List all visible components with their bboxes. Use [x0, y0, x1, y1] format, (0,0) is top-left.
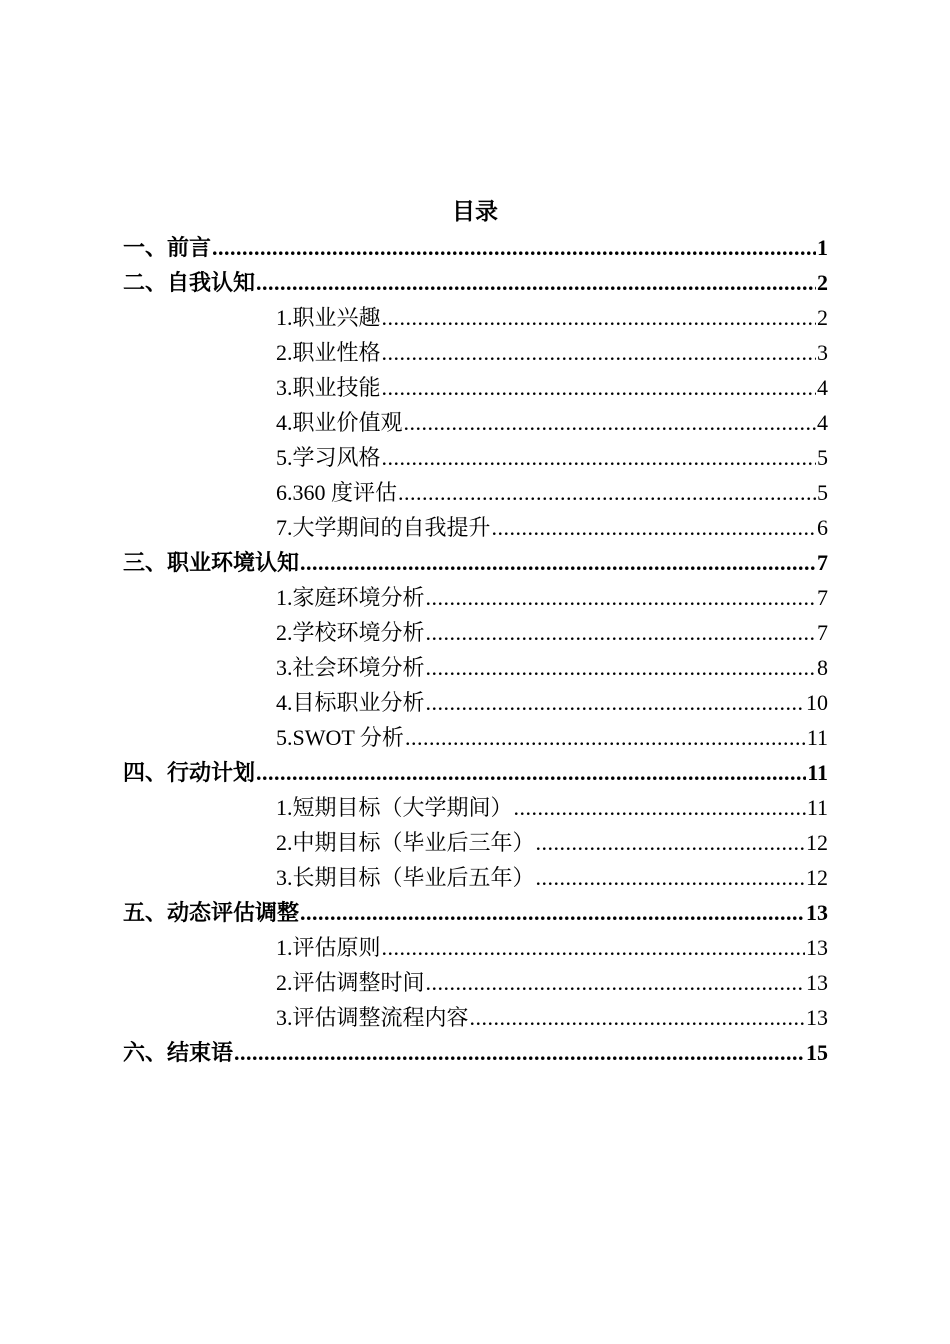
toc-entry-label: 5.学习风格 [276, 445, 381, 470]
toc-entry-label: 四、行动计划 [123, 760, 256, 785]
toc-page-number: 1 [817, 235, 828, 260]
table-of-contents [123, 230, 828, 1070]
toc-page-number: 7 [817, 620, 828, 645]
toc-page-number: 13 [806, 900, 828, 925]
toc-page-number: 13 [806, 1005, 828, 1030]
toc-subsection-entry[interactable] [123, 720, 828, 755]
toc-dot-leader [426, 965, 805, 1000]
toc-page-number: 3 [817, 340, 828, 365]
toc-section-entry[interactable] [123, 1035, 828, 1070]
toc-entry-label: 4.职业价值观 [276, 410, 403, 435]
toc-entry-label: 3.职业技能 [276, 375, 381, 400]
toc-page-number: 4 [817, 375, 828, 400]
toc-entry-label: 3.评估调整流程内容 [276, 1005, 469, 1030]
toc-page-number: 4 [817, 410, 828, 435]
toc-dot-leader [426, 650, 816, 685]
toc-entry-label: 3.社会环境分析 [276, 655, 425, 680]
toc-subsection-entry[interactable] [123, 405, 828, 440]
toc-subsection-entry[interactable] [123, 440, 828, 475]
toc-dot-leader [300, 895, 805, 930]
toc-dot-leader [382, 370, 816, 405]
toc-entry-label: 1.短期目标（大学期间） [276, 795, 513, 820]
toc-page-number: 7 [817, 550, 828, 575]
toc-entry-label: 一、前言 [123, 235, 212, 260]
toc-page-number: 6 [817, 515, 828, 540]
toc-entry-label: 2.学校环境分析 [276, 620, 425, 645]
toc-entry-label: 6.360 度评估 [276, 480, 398, 505]
toc-entry-label: 7.大学期间的自我提升 [276, 515, 491, 540]
toc-page-number: 8 [817, 655, 828, 680]
toc-subsection-entry[interactable] [123, 510, 828, 545]
toc-page-number: 7 [817, 585, 828, 610]
toc-subsection-entry[interactable] [123, 825, 828, 860]
toc-section-entry[interactable] [123, 545, 828, 580]
toc-page-number: 13 [806, 970, 828, 995]
toc-dot-leader [382, 930, 805, 965]
toc-dot-leader [514, 790, 806, 825]
toc-dot-leader [492, 510, 816, 545]
toc-dot-leader [256, 755, 806, 790]
toc-subsection-entry[interactable] [123, 580, 828, 615]
toc-entry-label: 1.职业兴趣 [276, 305, 381, 330]
toc-section-entry[interactable] [123, 895, 828, 930]
toc-section-entry[interactable] [123, 755, 828, 790]
toc-dot-leader [300, 545, 816, 580]
toc-entry-label: 六、结束语 [123, 1040, 234, 1065]
toc-dot-leader [382, 300, 816, 335]
toc-dot-leader [234, 1035, 805, 1070]
toc-entry-label: 3.长期目标（毕业后五年） [276, 865, 535, 890]
toc-dot-leader [536, 860, 805, 895]
toc-dot-leader [470, 1000, 805, 1035]
toc-page-number: 2 [817, 270, 828, 295]
toc-subsection-entry[interactable] [123, 615, 828, 650]
toc-dot-leader [426, 685, 805, 720]
toc-dot-leader [404, 405, 816, 440]
toc-page-number: 15 [806, 1040, 828, 1065]
toc-subsection-entry[interactable] [123, 370, 828, 405]
toc-page-number: 5 [817, 480, 828, 505]
toc-page-number: 10 [806, 690, 828, 715]
toc-dot-leader [405, 720, 806, 755]
toc-page-number: 5 [817, 445, 828, 470]
toc-subsection-entry[interactable] [123, 650, 828, 685]
toc-subsection-entry[interactable] [123, 965, 828, 1000]
toc-subsection-entry[interactable] [123, 860, 828, 895]
toc-subsection-entry[interactable] [123, 300, 828, 335]
toc-dot-leader [426, 580, 816, 615]
toc-page-number: 13 [806, 935, 828, 960]
toc-page-number: 11 [806, 795, 828, 820]
toc-page-number: 11 [807, 760, 828, 785]
toc-entry-label: 2.中期目标（毕业后三年） [276, 830, 535, 855]
toc-subsection-entry[interactable] [123, 335, 828, 370]
toc-subsection-entry[interactable] [123, 685, 828, 720]
toc-subsection-entry[interactable] [123, 930, 828, 965]
toc-entry-label: 2.评估调整时间 [276, 970, 425, 995]
toc-page-number: 12 [806, 830, 828, 855]
toc-page-number: 2 [817, 305, 828, 330]
toc-entry-label: 三、职业环境认知 [123, 550, 300, 575]
toc-dot-leader [398, 475, 816, 510]
toc-entry-label: 5.SWOT 分析 [276, 725, 404, 750]
toc-dot-leader [382, 335, 816, 370]
toc-entry-label: 五、动态评估调整 [123, 900, 300, 925]
toc-subsection-entry[interactable] [123, 1000, 828, 1035]
toc-page-number: 12 [806, 865, 828, 890]
toc-entry-label: 1.评估原则 [276, 935, 381, 960]
toc-dot-leader [382, 440, 816, 475]
toc-page-number: 11 [806, 725, 828, 750]
page-title: 目录 [452, 199, 498, 224]
toc-dot-leader [536, 825, 805, 860]
toc-entry-label: 4.目标职业分析 [276, 690, 425, 715]
toc-section-entry[interactable] [123, 230, 828, 265]
toc-dot-leader [256, 265, 816, 300]
toc-dot-leader [426, 615, 816, 650]
toc-subsection-entry[interactable] [123, 475, 828, 510]
toc-section-entry[interactable] [123, 265, 828, 300]
toc-entry-label: 1.家庭环境分析 [276, 585, 425, 610]
toc-subsection-entry[interactable] [123, 790, 828, 825]
toc-entry-label: 2.职业性格 [276, 340, 381, 365]
toc-entry-label: 二、自我认知 [123, 270, 256, 295]
toc-dot-leader [212, 230, 816, 265]
